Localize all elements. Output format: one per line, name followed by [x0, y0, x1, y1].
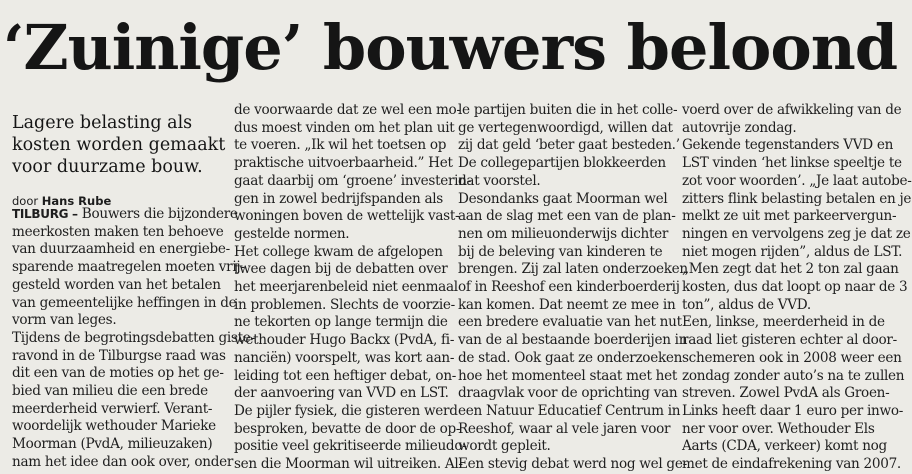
article-line: nam het idee dan ook over, onder [12, 453, 234, 470]
article-line: le partijen buiten die in het colle- [458, 102, 678, 118]
article-line: het meerjarenbeleid niet eenmaal [234, 279, 458, 296]
subheadline: Lagere belasting als kosten worden gemaakt voor duurzame bouw. [12, 113, 226, 177]
article-line: woordelijk wethouder Marieke [12, 418, 216, 435]
article-line: dat voorstel. [458, 172, 541, 189]
article-line: besproken, bevatte de door de op- [234, 420, 461, 437]
article-line: Links heeft daar 1 euro per inwo- [682, 402, 904, 419]
article-line: gesteld worden van het betalen [12, 276, 221, 293]
article-line: autovrije zondag. [682, 119, 797, 136]
article-line: Aarts (CDA, verkeer) komt nog [682, 438, 887, 455]
article-column-1 [12, 206, 255, 472]
article-line: de stad. Ook gaat ze onderzoeken [458, 349, 683, 366]
article-line: wordt gepleit. [458, 438, 551, 455]
article-line-text: Bouwers die bijzondere [77, 206, 238, 222]
article-line: wethouder Hugo Backx (PvdA, fi- [234, 332, 455, 349]
article-line: nen om milieuonderwijs dichter [458, 225, 669, 242]
lead-column [0, 104, 228, 209]
article-line: ningen en vervolgens zeg je dat ze [682, 225, 911, 242]
article-line: of in Reeshof een kinderboerderij [458, 279, 680, 296]
article-line: een Natuur Educatief Centrum in [458, 402, 681, 419]
article-line: positie veel gekritiseerde milieudo- [234, 438, 467, 455]
article-line: vorm van leges. [12, 312, 117, 329]
article-line: voerd over de afwikkeling van de [682, 102, 902, 118]
article-line: der aanvoering van VVD en LST. [234, 385, 449, 402]
article-line: kosten, dus dat loopt op naar de 3 [682, 279, 908, 296]
article-line: te voeren. „Ik wil het toetsen op [234, 137, 447, 154]
article-line: dit een van de moties op het ge- [12, 365, 224, 382]
article-line: aan de slag met een van de plan- [458, 208, 676, 225]
article-line: gaat daarbij om ‘groene’ investerin- [234, 172, 471, 189]
article-line: leiding tot een heftiger debat, on- [234, 367, 457, 384]
byline-prefix: door [12, 194, 39, 208]
article-line: gen in zowel bedrijfspanden als [234, 190, 443, 207]
article-line: sparende maatregelen moeten vrij- [12, 259, 245, 276]
article-line: bij de beleving van kinderen te [458, 243, 663, 260]
article-line: van duurzaamheid en energiebe- [12, 241, 230, 258]
article-line: LST vinden ‘het linkse speeltje te [682, 155, 902, 172]
article-line: meerkosten maken ten behoeve [12, 223, 224, 240]
article-line: ner voor over. Wethouder Els [682, 420, 875, 437]
article-line: dus moest vinden om het plan uit [234, 119, 455, 136]
article-line: nanciën) voorspelt, was kort aan- [234, 349, 455, 366]
article-line: zij dat geld ‘beter gaat besteden.’ [458, 137, 680, 154]
article-line: Gekende tegenstanders VVD en [682, 137, 894, 154]
headline: ‘Zuinige’ bouwers beloond [2, 11, 898, 84]
dateline: TILBURG – [12, 207, 78, 221]
article-line: zondag zonder auto’s na te zullen [682, 367, 905, 384]
article-line: ge vertegenwoordigd, willen dat [458, 119, 673, 136]
article-line: Moorman (PvdA, milieuzaken) [12, 436, 213, 453]
article-line: van de al bestaande boerderijen in [458, 332, 688, 349]
article-line: De pijler fysiek, die gisteren werd [234, 402, 458, 419]
article-line: Tijdens de begrotingsdebatten giste- [12, 329, 255, 346]
article-line: hoe het momenteel staat met het [458, 367, 677, 384]
article-line: kan komen. Dat neemt ze mee in [458, 296, 676, 313]
article-line: bied van milieu die een brede [12, 383, 208, 400]
article-line: Reeshof, waar al vele jaren voor [458, 420, 671, 437]
article-line: draagvlak voor de oprichting van [458, 385, 678, 402]
byline-author: Hans Rube [41, 194, 112, 208]
article-line: ne tekorten op lange termijn die [234, 314, 448, 331]
article-line: twee dagen bij de debatten over [234, 261, 448, 278]
article-column-4 [682, 102, 912, 474]
article-line: praktische uitvoerbaarheid.” Het [234, 155, 453, 172]
article-line: de voorwaarde dat ze wel een mo- [234, 102, 461, 118]
article-line: gestelde normen. [234, 225, 350, 242]
article-line: zitters flink belasting betalen en je [682, 190, 912, 207]
article-line: streven. Zowel PvdA als Groen- [682, 385, 890, 402]
article-line [12, 206, 238, 224]
article-line: een bredere evaluatie van het nut [458, 314, 682, 331]
article-line: sen die Moorman wil uitreiken. Al- [234, 456, 463, 473]
article-line: ravond in de Tilburgse raad was [12, 347, 226, 364]
article-line: Desondanks gaat Moorman wel [458, 190, 668, 207]
article-line: brengen. Zij zal laten onderzoeken [458, 261, 688, 278]
article-line: melkt ze uit met parkeervergun- [682, 208, 897, 225]
article-line: in problemen. Slechts de voorzie- [234, 296, 455, 313]
article-line: raad liet gisteren echter al door- [682, 332, 897, 349]
article-line: zot voor woorden’. „Je laat autobe- [682, 172, 912, 189]
article-line: ton”, aldus de VVD. [682, 296, 811, 313]
article-line: van gemeentelijke heffingen in de [12, 294, 237, 311]
article-column-3 [458, 102, 688, 474]
article-line: met de eindafrekening van 2007. [682, 456, 901, 473]
article-column-2 [234, 102, 471, 474]
article-line: meerderheid verwierf. Verant- [12, 400, 213, 417]
article-line: schemeren ook in 2008 weer een [682, 349, 902, 366]
article-line: Het college kwam de afgelopen [234, 243, 443, 260]
article-line: niet mogen rijden”, aldus de LST. [682, 243, 903, 260]
article-line: „Men zegt dat het 2 ton zal gaan [682, 261, 899, 278]
article-line: woningen boven de wettelijk vast- [234, 208, 460, 225]
article-line: Een stevig debat werd nog wel ge- [458, 456, 687, 473]
article-line: Een, linkse, meerderheid in de [682, 314, 885, 331]
article-line: De collegepartijen blokkeerden [458, 155, 666, 172]
